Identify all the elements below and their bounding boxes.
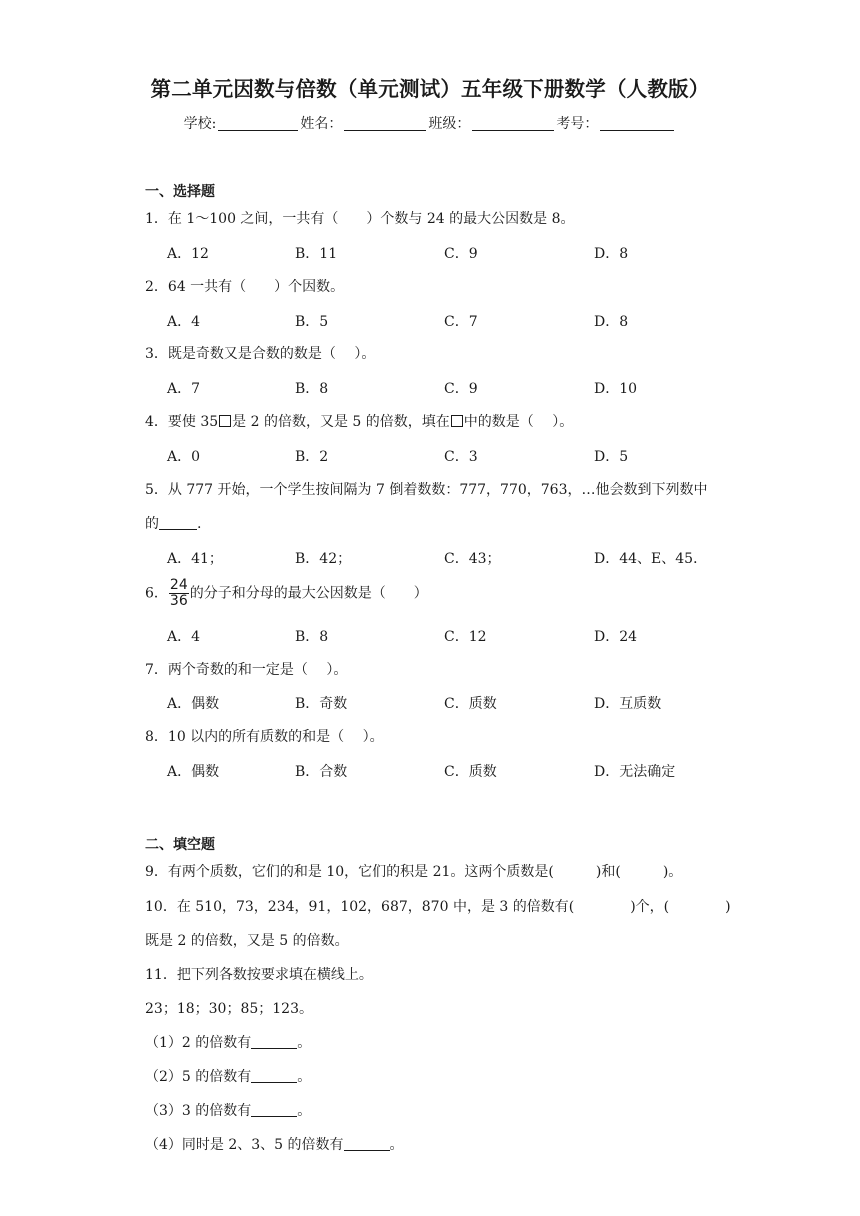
option-a[interactable]: A．12 bbox=[167, 246, 209, 262]
option-d[interactable]: D．44、E、45． bbox=[594, 551, 708, 567]
option-b[interactable]: B．42； bbox=[295, 551, 352, 567]
question-4: 4．要使 35 是 2 的倍数，又是 5 的倍数，填在 中的数是（ ）。 bbox=[145, 414, 574, 430]
option-b[interactable]: B．8 bbox=[295, 629, 329, 645]
question-5-cont: 的 . bbox=[145, 516, 202, 532]
option-b[interactable]: B．合数 bbox=[295, 764, 348, 780]
answer-blank[interactable] bbox=[159, 517, 197, 530]
options-6 bbox=[0, 626, 860, 646]
question-11-part-3: （3）3 的倍数有 。 bbox=[145, 1103, 312, 1119]
option-a[interactable]: A．4 bbox=[167, 314, 201, 330]
name-blank[interactable] bbox=[344, 116, 426, 131]
question-11-part-4: （4）同时是 2、3、5 的倍数有 。 bbox=[145, 1137, 404, 1153]
option-a[interactable]: A．41； bbox=[167, 551, 223, 567]
school-label: 学校: bbox=[183, 116, 217, 132]
question-2: 2．64 一共有（ ）个因数。 bbox=[145, 279, 345, 295]
exam-no-blank[interactable] bbox=[600, 116, 674, 131]
option-d[interactable]: D．5 bbox=[594, 449, 629, 465]
section-heading-choice: 一、选择题 bbox=[145, 184, 215, 200]
option-d[interactable]: D．互质数 bbox=[594, 696, 662, 712]
answer-blank[interactable] bbox=[251, 1036, 297, 1049]
option-c[interactable]: C．质数 bbox=[444, 764, 497, 780]
option-d[interactable]: D．8 bbox=[594, 246, 629, 262]
answer-blank[interactable] bbox=[251, 1104, 297, 1117]
option-c[interactable]: C．3 bbox=[444, 449, 478, 465]
option-d[interactable]: D．无法确定 bbox=[594, 764, 676, 780]
option-b[interactable]: B．11 bbox=[295, 246, 338, 262]
option-a[interactable]: A．偶数 bbox=[167, 764, 220, 780]
exam-no-label: 考号： bbox=[556, 116, 599, 132]
option-c[interactable]: C．43； bbox=[444, 551, 501, 567]
option-a[interactable]: A．0 bbox=[167, 449, 201, 465]
student-info-line bbox=[0, 113, 860, 133]
option-a[interactable]: A．偶数 bbox=[167, 696, 220, 712]
option-d[interactable]: D．8 bbox=[594, 314, 629, 330]
section-heading-fill: 二、填空题 bbox=[145, 837, 215, 853]
option-d[interactable]: D．24 bbox=[594, 629, 638, 645]
answer-blank[interactable] bbox=[344, 1138, 390, 1151]
option-d[interactable]: D．10 bbox=[594, 381, 638, 397]
question-11-part-2: （2）5 的倍数有 。 bbox=[145, 1069, 312, 1085]
answer-blank[interactable] bbox=[251, 1070, 297, 1083]
option-a[interactable]: A．4 bbox=[167, 629, 201, 645]
option-c[interactable]: C．9 bbox=[444, 381, 478, 397]
question-10-cont: 既是 2 的倍数，又是 5 的倍数。 bbox=[145, 933, 349, 949]
question-7: 7．两个奇数的和一定是（ ）。 bbox=[145, 662, 348, 678]
question-3: 3．既是奇数又是合数的数是（ ）。 bbox=[145, 346, 376, 362]
school-blank[interactable] bbox=[218, 116, 298, 131]
class-label: 班级： bbox=[428, 116, 471, 132]
option-b[interactable]: B．2 bbox=[295, 449, 329, 465]
page-title: 第二单元因数与倍数（单元测试）五年级下册数学（人教版） bbox=[150, 77, 710, 101]
question-11: 11．把下列各数按要求填在横线上。 bbox=[145, 967, 373, 983]
blank-square-icon bbox=[451, 415, 463, 427]
options-1 bbox=[0, 243, 860, 263]
question-11-numbers: 23；18；30；85；123。 bbox=[145, 1001, 313, 1017]
option-a[interactable]: A．7 bbox=[167, 381, 201, 397]
question-1: 1．在 1～100 之间，一共有（ ）个数与 24 的最大公因数是 8。 bbox=[145, 211, 575, 227]
option-c[interactable]: C．质数 bbox=[444, 696, 497, 712]
options-8 bbox=[0, 761, 860, 781]
option-c[interactable]: C．12 bbox=[444, 629, 487, 645]
question-11-part-1: （1）2 的倍数有 。 bbox=[145, 1035, 312, 1051]
option-c[interactable]: C．7 bbox=[444, 314, 478, 330]
options-5 bbox=[0, 548, 860, 568]
fraction: $\frac{24}{36}$ bbox=[169, 577, 188, 609]
class-blank[interactable] bbox=[472, 116, 554, 131]
option-c[interactable]: C．9 bbox=[444, 246, 478, 262]
option-b[interactable]: B．奇数 bbox=[295, 696, 348, 712]
blank-square-icon bbox=[219, 415, 231, 427]
options-3 bbox=[0, 378, 860, 398]
options-4 bbox=[0, 446, 860, 466]
name-label: 姓名： bbox=[300, 116, 343, 132]
option-b[interactable]: B．8 bbox=[295, 381, 329, 397]
question-6: 6． $\frac{24}{36}$ 的分子和分母的最大公因数是（ ） bbox=[145, 577, 428, 609]
question-8: 8．10 以内的所有质数的和是（ ）。 bbox=[145, 729, 384, 745]
question-5: 5．从 777 开始，一个学生按间隔为 7 倒着数数：777，770，763，…他会数到下列数中 bbox=[145, 482, 708, 498]
question-10: 10．在 510，73，234，91，102，687，870 中，是 3 的倍数有( )个，( ) bbox=[145, 899, 731, 915]
options-2 bbox=[0, 311, 860, 331]
question-9: 9．有两个质数，它们的和是 10，它们的积是 21。这两个质数是( )和( )。 bbox=[145, 864, 683, 880]
option-b[interactable]: B．5 bbox=[295, 314, 329, 330]
options-7 bbox=[0, 693, 860, 713]
